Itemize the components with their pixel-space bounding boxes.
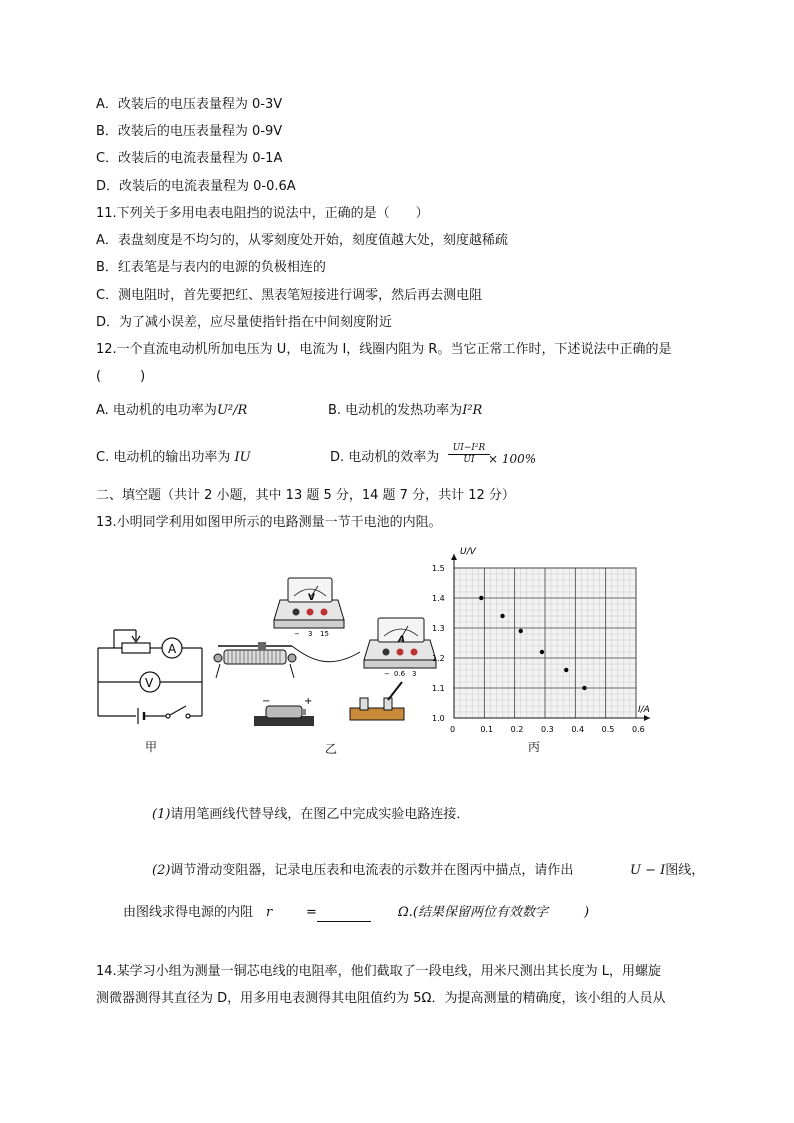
ammeter-terminal-3: 3 (412, 670, 417, 678)
q12-option-a-text: A. 电动机的电功率为 (96, 403, 217, 418)
graph-x-tick-label: 0.4 (571, 725, 585, 734)
graph-data-point (479, 596, 483, 600)
graph-y-arrow (451, 554, 457, 560)
circuit-voltmeter-label: V (145, 676, 154, 690)
figure-bing-label: 丙 (528, 740, 541, 754)
svg-text:+: + (304, 696, 313, 707)
q12-option-b-text: B. 电动机的发热功率为 (328, 403, 463, 418)
q13-part3 (123, 904, 253, 922)
ammeter-face-label: A (398, 635, 405, 645)
q10-option-d: D．改装后的电流表量程为 0-0.6A (96, 179, 296, 194)
q12-option-d-suffix: × 100% (488, 452, 537, 466)
figure-yi-label: 乙 (325, 742, 338, 756)
q12-paren: ( ) (96, 369, 146, 384)
voltmeter-terminal-neg: − (294, 630, 300, 638)
q11-stem: 11.下列关于多用电表电阻挡的说法中，正确的是（ ） (96, 206, 429, 221)
q13-part3-close: ) (584, 905, 590, 920)
graph-y-tick-label: 1.2 (432, 654, 445, 663)
q14-line2: 测微器测得其直径为 D，用多用电表测得其电阻值约为 5Ω．为提高测量的精确度，该小组的人员从 (96, 991, 666, 1006)
q12-option-d (330, 449, 439, 467)
graph-data-point (500, 614, 504, 618)
q12-option-a-formula: U²/R (216, 403, 248, 418)
q13-answer-blank (306, 904, 371, 922)
q11-option-b: B．红表笔是与表内的电源的负极相连的 (96, 260, 326, 275)
q12-option-d-numerator: UI−I²R (448, 443, 490, 455)
q13-part1-number: (1) (152, 807, 171, 822)
q12-option-d-denominator: UI (463, 455, 475, 465)
q12-option-d-fraction (448, 443, 490, 466)
voltmeter-terminal-15: 15 (320, 630, 329, 638)
graph-data-point (519, 629, 523, 633)
graph-x-tick-label: 0.1 (480, 725, 494, 734)
graph-x-tick-label: 0 (450, 725, 456, 734)
q13-part2-tail: 图线， (665, 863, 705, 878)
rheostat-device (214, 642, 296, 678)
section2-heading: 二、填空题（共计 2 小题，其中 13 题 5 分，14 题 7 分，共计 12 分） (96, 488, 515, 503)
graph-y-tick-label: 1.3 (432, 624, 445, 633)
q12-option-b (328, 402, 482, 420)
q13-part3-unit: Ω.(结果保留两位有效数字 (398, 905, 548, 920)
voltmeter-device (274, 578, 344, 638)
q14-line1: 14.某学习小组为测量一铜芯电线的电阻率，他们截取了一段电线，用米尺测出其长度为 L，用螺旋 (96, 964, 662, 979)
q13-part2-formula: U − I (630, 863, 666, 878)
q10-option-c: C．改装后的电流表量程为 0-1A (96, 151, 283, 166)
graph-y-tick-label: 1.4 (432, 594, 445, 603)
q13-part2-text: 调节滑动变阻器，记录电压表和电流表的示数并在图丙中描点，请作出 (170, 863, 574, 878)
graph-x-arrow (644, 715, 650, 721)
q13-part2-end (630, 862, 704, 880)
circuit-ammeter-label: A (168, 642, 177, 656)
q12-option-c-formula: IU (234, 450, 251, 465)
ammeter-terminal-neg: − (384, 670, 390, 678)
graph-x-tick-label: 0.5 (601, 725, 615, 734)
circuit-diagram (90, 618, 210, 728)
graph-y-tick-label: 1.5 (432, 564, 445, 573)
q12-option-c (96, 449, 251, 467)
switch-device (350, 682, 404, 720)
graph-data-point (564, 668, 568, 672)
q10-option-b: B．改装后的电压表量程为 0-9V (96, 124, 283, 139)
q13-part2 (152, 862, 573, 880)
q11-option-d: D．为了减小误差，应尽量使指针指在中间刻度附近 (96, 315, 393, 330)
graph-grid (451, 554, 650, 721)
q12-stem: 12.一个直流电动机所加电压为 U，电流为 I，线圈内阻为 R。当它正常工作时，下述说法中正确的是 (96, 342, 672, 357)
graph-x-tick-label: 0.6 (632, 725, 645, 734)
q13-part1 (152, 806, 469, 824)
apparatus-figure (210, 570, 440, 740)
q10-option-a: A．改装后的电压表量程为 0-3V (96, 97, 283, 112)
q12-option-a (96, 402, 247, 420)
q12-option-d-text: D. 电动机的效率为 (330, 450, 440, 465)
graph-x-tick-label: 0.2 (510, 725, 524, 734)
voltmeter-terminal-3: 3 (308, 630, 313, 638)
q13-blank-line[interactable] (317, 907, 371, 922)
graph-y-tick-label: 1.0 (432, 714, 445, 723)
figure-jia-label: 甲 (145, 740, 158, 754)
svg-text:−: − (262, 696, 271, 707)
battery-device (254, 696, 314, 726)
q13-part3-r: r (266, 905, 273, 920)
ammeter-device (364, 618, 436, 678)
q13-part3-eq: = (306, 905, 317, 920)
q12-option-b-formula: I²R (462, 403, 483, 418)
q13-part3-text: 由图线求得电源的内阻 (123, 905, 254, 920)
voltmeter-face-label: V (308, 593, 315, 603)
q12-option-c-text: C. 电动机的输出功率为 (96, 450, 231, 465)
q11-option-c: C．测电阻时，首先要把红、黑表笔短接进行调零，然后再去测电阻 (96, 288, 483, 303)
ui-graph (428, 540, 658, 740)
q13-part1-text: 请用笔画线代替导线，在图乙中完成实验电路连接． (170, 807, 470, 822)
graph-x-label: I/A (638, 705, 650, 715)
graph-y-tick-label: 1.1 (432, 684, 445, 693)
q13-part2-number: (2) (152, 863, 171, 878)
graph-x-tick-label: 0.3 (541, 725, 554, 734)
graph-data-point (582, 686, 586, 690)
q13-stem: 13.小明同学利用如图甲所示的电路测量一节干电池的内阻。 (96, 515, 442, 530)
ammeter-terminal-06: 0.6 (394, 670, 406, 678)
graph-data-point (540, 650, 544, 654)
graph-y-label: U/V (460, 547, 476, 557)
q11-option-a: A．表盘刻度是不均匀的，从零刻度处开始，刻度值越大处，刻度越稀疏 (96, 233, 508, 248)
